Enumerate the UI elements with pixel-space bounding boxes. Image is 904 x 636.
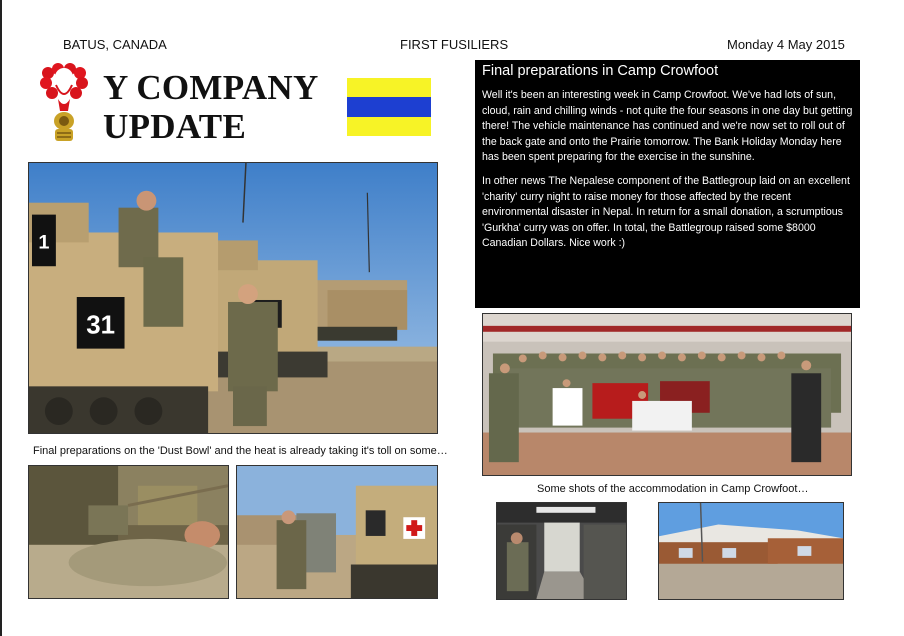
article-paragraph-2: In other news The Nepalese component of the Battlegroup laid on an excellent 'charity' curry night to raise money for those affected by the recent environmental disaster in Nepal. In return for a small donation, a scrumptious 'Gurkha' curry was on offer. In total, the Battlegroup raised some $8000 Canadian Dollars. Nice work :) [482, 174, 850, 250]
article-title: Final preparations in Camp Crowfoot [482, 63, 719, 79]
photo-accommodation-building [658, 502, 844, 600]
article-paragraph-1: Well it's been an interesting week in Camp Crowfoot. We've had lots of sun, cloud, rain and chilling winds - not quite the four seasons in one day but getting there! The vehicle maintenance has continued and we're now set to roll out of the back gate and onto the Prairie tomorrow. The Bank Holiday Monday here has been spent preparing for the exercise in the sunshine. [482, 89, 853, 164]
masthead-title-line1: Y COMPANY [103, 68, 319, 107]
flag-stripe-top [347, 78, 431, 97]
caption-accommodation: Some shots of the accommodation in Camp Crowfoot… [537, 483, 809, 495]
article-camp-crowfoot [475, 60, 860, 308]
photo-ambulance-vehicle [236, 465, 438, 599]
header-unit: FIRST FUSILIERS [400, 37, 509, 52]
page-left-border [0, 0, 2, 636]
caption-dust-bowl: Final preparations on the 'Dust Bowl' and the heat is already taking it's toll on some… [33, 445, 448, 457]
header-date: Monday 4 May 2015 [727, 37, 845, 52]
masthead-title-line2: UPDATE [103, 107, 247, 146]
regimental-crest-icon [38, 63, 90, 145]
company-flag [347, 78, 431, 136]
flag-stripe-middle [347, 97, 431, 117]
turret-number-label: 1 [38, 231, 50, 254]
vehicle-number-label-large: 31 [86, 311, 116, 340]
photo-soldier-resting [28, 465, 229, 599]
photo-accommodation-corridor [496, 502, 627, 600]
header-location: BATUS, CANADA [63, 37, 167, 52]
photo-curry-night-group [482, 313, 852, 476]
flag-stripe-bottom [347, 117, 431, 136]
masthead-title [103, 68, 319, 146]
photo-dust-bowl-vehicles [28, 162, 438, 434]
